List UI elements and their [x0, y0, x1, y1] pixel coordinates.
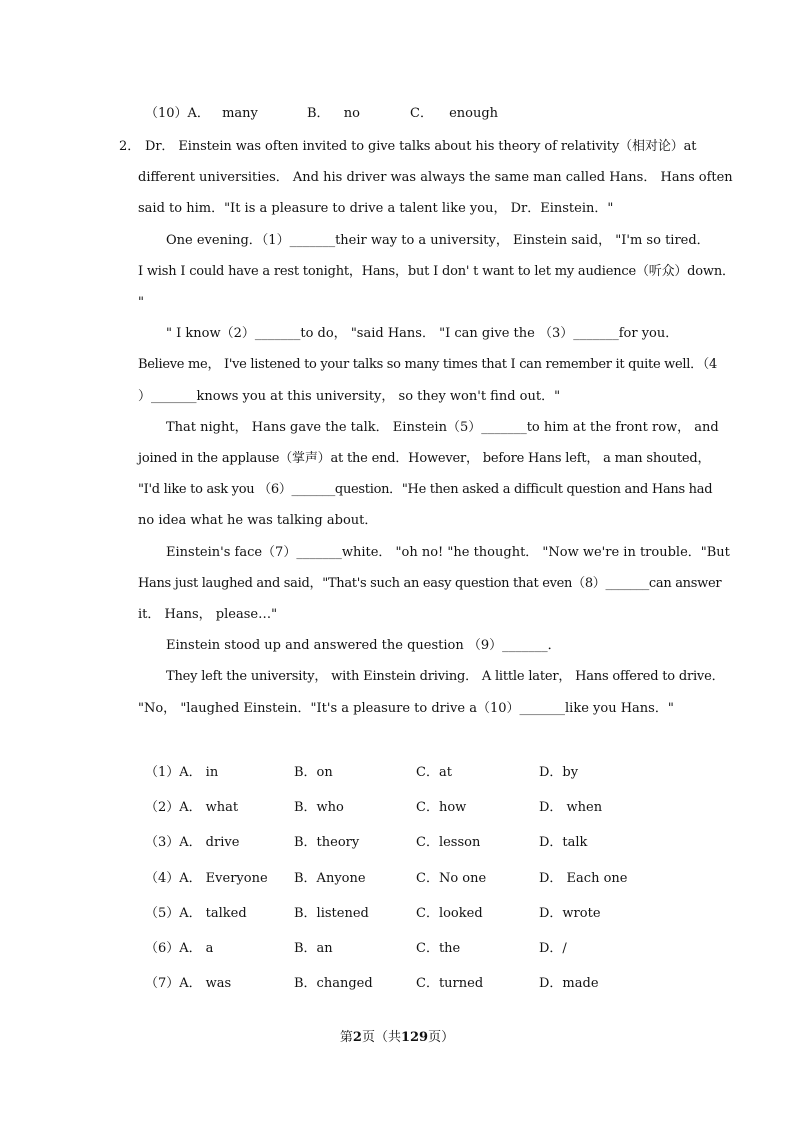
- prev-option-c-label: C．: [410, 106, 433, 121]
- passage-line: "No， "laughed Einstein．"It's a pleasure to drive a（10）_______like you Hans．": [138, 701, 674, 716]
- prev-option-c-text: enough: [449, 106, 499, 121]
- option-row: [145, 764, 705, 782]
- option-number-label: （7）A．: [145, 976, 202, 991]
- footer-page-number: 2: [352, 1030, 362, 1045]
- option-b: B．on: [294, 765, 333, 780]
- option-number: [145, 905, 247, 923]
- option-number-label: （3）A．: [145, 835, 202, 850]
- option-b: B．listened: [294, 906, 369, 921]
- prev-option-b-text: no: [343, 106, 360, 121]
- page-footer: [0, 1026, 794, 1045]
- passage-line: joined in the applause（掌声）at the end．However， before Hans left， a man shouted，: [138, 451, 711, 466]
- option-d: D．/: [539, 941, 567, 956]
- passage-line: That night， Hans gave the talk． Einstein（5）_______to him at the front row， and: [166, 420, 719, 435]
- option-number: [145, 799, 238, 817]
- prev-option-b-label: B．: [307, 106, 330, 121]
- option-c: C．the: [416, 941, 461, 956]
- option-a: a: [205, 941, 214, 956]
- option-row: [145, 799, 705, 817]
- option-number-label: （6）A．: [145, 941, 202, 956]
- option-row: [145, 975, 705, 993]
- passage-line: ）_______knows you at this university， so they won't find out．": [138, 389, 561, 404]
- option-a: in: [205, 765, 219, 780]
- option-b: B．who: [294, 800, 344, 815]
- option-row: [145, 905, 705, 923]
- option-number: [145, 940, 213, 958]
- option-number: [145, 834, 239, 852]
- passage-line: " I know（2）_______to do， "said Hans． "I can give the （3）_______for you．: [166, 326, 679, 341]
- prev-option-c: [410, 105, 498, 123]
- option-row: [145, 834, 705, 852]
- footer-middle: 页（共: [361, 1030, 401, 1045]
- passage-line: They left the university， with Einstein driving． A little later， Hans offered to drive．: [166, 669, 725, 684]
- option-a: what: [205, 800, 239, 815]
- passage-line: Einstein stood up and answered the question （9）_______．: [166, 638, 561, 653]
- option-number: [145, 975, 231, 993]
- footer-suffix: 页）: [428, 1030, 455, 1045]
- option-d: D．wrote: [539, 906, 601, 921]
- option-c: C．looked: [416, 906, 483, 921]
- option-c: C．turned: [416, 976, 484, 991]
- option-d: D． when: [539, 800, 603, 815]
- option-d: D．by: [539, 765, 579, 780]
- option-number-label: （4）A．: [145, 871, 202, 886]
- option-d: D．made: [539, 976, 599, 991]
- option-b: B．changed: [294, 976, 373, 991]
- footer-prefix: 第: [339, 1030, 353, 1045]
- option-b: B．an: [294, 941, 333, 956]
- prev-option-a-number: （10）A．: [145, 106, 210, 121]
- passage-line: Einstein's face（7）_______white． "oh no! "he thought． "Now we're in trouble．"But: [166, 545, 730, 560]
- option-c: C．lesson: [416, 835, 481, 850]
- option-b: B．Anyone: [294, 871, 366, 886]
- option-b: B．theory: [294, 835, 360, 850]
- passage-line: it． Hans， please…": [138, 607, 278, 622]
- option-c: C．No one: [416, 871, 487, 886]
- option-a: was: [205, 976, 232, 991]
- option-d: D． Each one: [539, 871, 628, 886]
- option-number: [145, 870, 268, 888]
- option-number-label: （2）A．: [145, 800, 202, 815]
- option-row: [145, 940, 705, 958]
- option-c: C．at: [416, 765, 452, 780]
- option-a: Everyone: [205, 871, 268, 886]
- passage-line: no idea what he was talking about．: [138, 513, 378, 528]
- option-row: [145, 870, 705, 888]
- passage-line: "I'd like to ask you （6）_______question．"He then asked a difficult question and Hans had: [138, 482, 713, 497]
- option-a: talked: [205, 906, 247, 921]
- passage-line: Believe me， I've listened to your talks so many times that I can remember it quite well．（4: [138, 357, 717, 372]
- footer-total-pages: 129: [400, 1030, 429, 1045]
- option-d: D．talk: [539, 835, 588, 850]
- prev-option-a: many: [222, 106, 258, 121]
- option-number: [145, 764, 218, 782]
- question-number: 2．: [119, 139, 141, 154]
- passage-line: different universities． And his driver was always the same man called Hans． Hans often: [138, 170, 733, 185]
- prev-option-b: [307, 105, 360, 123]
- option-a: drive: [205, 835, 240, 850]
- option-number-label: （1）A．: [145, 765, 202, 780]
- prev-question-options: [145, 105, 258, 123]
- option-c: C．how: [416, 800, 467, 815]
- passage-line: said to him．"It is a pleasure to drive a talent like you， Dr．Einstein．": [138, 201, 614, 216]
- option-number-label: （5）A．: [145, 906, 202, 921]
- passage-line: Dr． Einstein was often invited to give talks about his theory of relativity（相对论）at: [145, 139, 697, 154]
- passage-line: Hans just laughed and said，"That's such an easy question that even（8）_______can answer: [138, 576, 722, 591]
- passage-line: ": [138, 295, 144, 310]
- passage-line: I wish I could have a rest tonight，Hans，but I don' t want to let my audience（听众）down．: [138, 264, 735, 279]
- passage-line: One evening．（1）_______their way to a university， Einstein said， "I'm so tired．: [166, 233, 710, 248]
